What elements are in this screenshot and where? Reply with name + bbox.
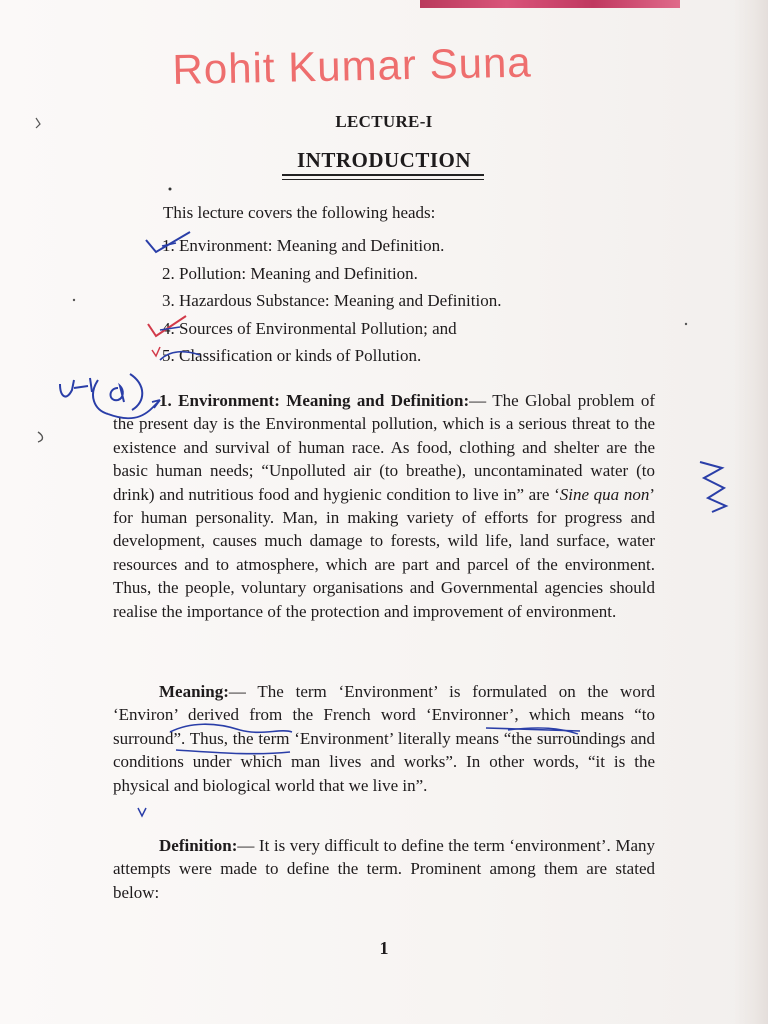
list-item: 5. Classification or kinds of Pollution. bbox=[162, 346, 422, 365]
meaning-paragraph bbox=[113, 680, 655, 797]
list-item: 4. Sources of Environmental Pollution; and bbox=[162, 318, 457, 338]
title-underline bbox=[282, 174, 484, 176]
meaning-text: — The term ‘Environment’ is formulated on the word ‘Environ’ derived from the French word ‘Environner’, which means “to surround”. Thus, the term ‘Environment’ literally means “the surroundings and conditions under which man lives and works”. In other words, “it is the physical and biological world that we live in”. bbox=[113, 682, 655, 795]
page-title: INTRODUCTION bbox=[296, 148, 472, 172]
definition-text: — It is very difficult to define the term ‘environment’. Many attempts were made to define the term. Prominent among them are stated below: bbox=[113, 836, 655, 902]
top-binding-strip bbox=[420, 0, 680, 8]
list-item: 1. Environment: Meaning and Definition. bbox=[162, 236, 445, 255]
list-item: 3. Hazardous Substance: Meaning and Definition. bbox=[162, 291, 502, 310]
latin-phrase: Sine qua non bbox=[559, 484, 650, 504]
definition-paragraph bbox=[113, 834, 655, 904]
section-text-b: ’ for human personality. Man, in making variety of efforts for progress and development, causes much damage to forests, wild life, land surface, water resources and to atmosphere, which are part and parcel of the environment. Thus, the people, voluntary organisations and Governmental agencies should realise the importance of the protection and improvement of environment. bbox=[113, 484, 655, 621]
intro-line: This lecture covers the following heads: bbox=[163, 203, 436, 222]
title-underline-thin bbox=[282, 179, 484, 180]
list-item: 2. Pollution: Meaning and Definition. bbox=[162, 263, 418, 283]
meaning-title: Meaning: bbox=[159, 682, 229, 701]
section-environment-paragraph bbox=[113, 389, 655, 623]
section-title: 1. Environment: Meaning and Definition: bbox=[159, 391, 470, 410]
section-text-a: — The Global problem of the present day is the Environmental pollution, which is a serious threat to the existence and survival of human race. As food, clothing and shelter are the basic human needs; “Unpolluted air (to breathe), uncontaminated water (to drink) and nutritious food and hygienic condition to live in” are ‘ bbox=[113, 391, 655, 504]
definition-title: Definition: bbox=[159, 836, 238, 855]
handwritten-name: Rohit Kumar Suna bbox=[172, 38, 533, 93]
page-number: 1 bbox=[379, 938, 389, 958]
lecture-label: LECTURE-I bbox=[335, 112, 433, 131]
heads-list bbox=[162, 235, 501, 373]
